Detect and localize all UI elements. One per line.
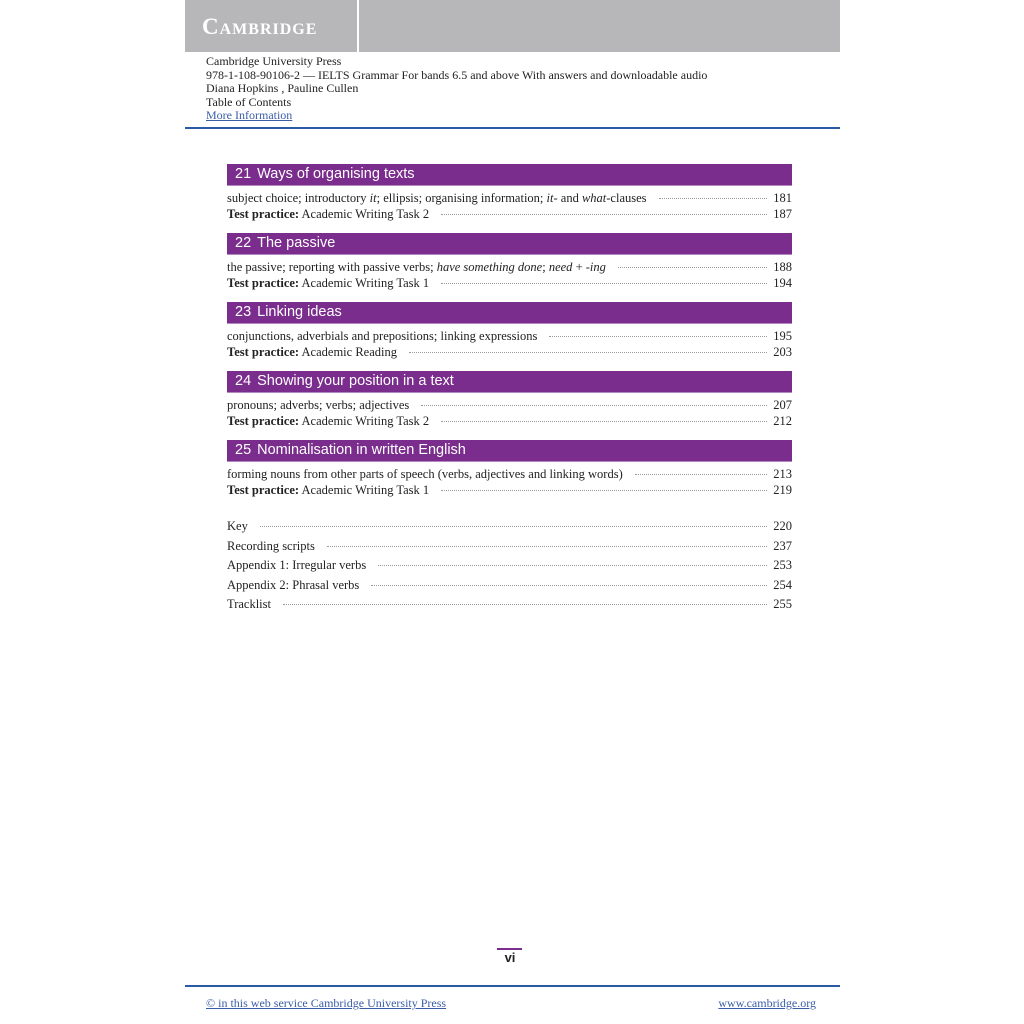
dot-leader: [441, 490, 767, 491]
entry-page-number: 219: [773, 483, 792, 497]
entry-page-number: 207: [773, 398, 792, 412]
test-practice-name: Academic Writing Task 2: [301, 414, 430, 428]
chapter-heading: [227, 302, 792, 324]
header-banner: [185, 0, 840, 52]
document-page: [185, 0, 840, 1024]
back-matter-page: 254: [773, 577, 792, 592]
entry-practice-text: [227, 345, 397, 360]
back-matter-entry[interactable]: [227, 539, 792, 559]
dot-leader: [409, 352, 767, 353]
back-matter-label: Appendix 2: Phrasal verbs: [227, 577, 360, 592]
back-matter-entry[interactable]: [227, 519, 792, 539]
dot-leader: [659, 198, 768, 199]
chapter-heading: [227, 233, 792, 255]
back-matter-page: 237: [773, 538, 792, 553]
chapter-entries: [227, 255, 792, 302]
chapter-24: [227, 371, 792, 440]
chapter-number: 22: [235, 235, 252, 251]
chapter-title: Showing your position in a text: [257, 373, 454, 389]
back-matter-list: [227, 519, 792, 617]
dot-leader: [618, 267, 767, 268]
toc-entry-test-practice[interactable]: [227, 207, 792, 223]
toc-entry-test-practice[interactable]: [227, 276, 792, 292]
chapter-entries: [227, 462, 792, 509]
dot-leader: [549, 336, 767, 337]
dot-leader: [441, 421, 767, 422]
test-practice-label: Test practice:: [227, 483, 300, 497]
test-practice-name: Academic Writing Task 2: [301, 207, 430, 221]
chapter-title: The passive: [257, 235, 336, 251]
chapter-heading: [227, 164, 792, 186]
dot-leader: [283, 604, 767, 605]
chapter-title: Linking ideas: [257, 304, 342, 320]
dot-leader: [260, 526, 767, 527]
back-matter-entry[interactable]: [227, 597, 792, 617]
dot-leader: [378, 565, 767, 566]
toc-entry-topics[interactable]: [227, 329, 792, 345]
dot-leader: [327, 546, 767, 547]
entry-topics-text: forming nouns from other parts of speech (verbs, adjectives and linking words): [227, 467, 623, 481]
chapter-number: 24: [235, 373, 252, 389]
entry-page-number: 188: [773, 260, 792, 274]
back-matter-page: 253: [773, 558, 792, 572]
chapter-entries: [227, 186, 792, 233]
entry-practice-text: [227, 483, 429, 498]
chapter-list: [227, 164, 792, 509]
back-matter-entry[interactable]: [227, 558, 792, 578]
toc-entry-test-practice[interactable]: [227, 345, 792, 361]
book-metadata: [206, 55, 707, 123]
entry-topics-text: conjunctions, adverbials and prepositions; linking expressions: [227, 329, 538, 343]
test-practice-name: Academic Reading: [301, 345, 397, 359]
publisher: Cambridge University Press: [206, 54, 342, 68]
toc-entry-topics[interactable]: [227, 398, 792, 414]
entry-page-number: 195: [773, 329, 792, 343]
chapter-title: Nominalisation in written English: [257, 442, 466, 458]
dot-leader: [371, 585, 767, 586]
chapter-heading: [227, 440, 792, 462]
dot-leader: [441, 214, 767, 215]
entry-page-number: 194: [773, 276, 792, 290]
test-practice-label: Test practice:: [227, 276, 300, 290]
entry-practice-text: [227, 414, 429, 429]
toc-entry-test-practice[interactable]: [227, 414, 792, 430]
test-practice-label: Test practice:: [227, 207, 300, 221]
authors: Diana Hopkins , Pauline Cullen: [206, 81, 359, 96]
chapter-entries: [227, 324, 792, 371]
entry-page-number: 203: [773, 345, 792, 359]
more-information-link[interactable]: More Information: [206, 108, 293, 123]
chapter-22: [227, 233, 792, 302]
website-link[interactable]: www.cambridge.org: [718, 996, 816, 1010]
entry-topics-text: the passive; reporting with passive verbs; have something done; need + -ing: [227, 260, 606, 274]
section-name: Table of Contents: [206, 94, 292, 109]
back-matter-page: 255: [773, 597, 792, 611]
entry-topics-text: pronouns; adverbs; verbs; adjectives: [227, 398, 410, 412]
chapter-number: 21: [235, 166, 252, 182]
back-matter-label: Tracklist: [227, 597, 271, 611]
back-matter-page: 220: [773, 519, 792, 533]
chapter-heading: [227, 371, 792, 393]
back-matter-label: Key: [227, 519, 248, 533]
back-matter-label: Recording scripts: [227, 538, 315, 553]
entry-topics-text: subject choice; introductory it; ellipsis; organising information; it- and what-clauses: [227, 191, 647, 205]
dot-leader: [635, 474, 768, 475]
banner-divider: [357, 0, 359, 52]
chapter-title: Ways of organising texts: [257, 166, 415, 182]
header-rule: [185, 127, 840, 129]
chapter-number: 25: [235, 442, 252, 458]
chapter-23: [227, 302, 792, 371]
entry-page-number: 187: [773, 207, 792, 221]
dot-leader: [441, 283, 767, 284]
toc-entry-test-practice[interactable]: [227, 483, 792, 499]
test-practice-label: Test practice:: [227, 414, 300, 428]
entry-practice-text: [227, 207, 429, 222]
toc-entry-topics[interactable]: [227, 260, 792, 276]
chapter-21: [227, 164, 792, 233]
cambridge-logo: Cambridge: [202, 14, 318, 39]
test-practice-label: Test practice:: [227, 345, 300, 359]
back-matter-label: Appendix 1: Irregular verbs: [227, 558, 367, 572]
entry-practice-text: [227, 276, 429, 291]
copyright-link[interactable]: © in this web service Cambridge University Press: [206, 996, 447, 1010]
back-matter-entry[interactable]: [227, 578, 792, 598]
entry-page-number: 212: [773, 414, 792, 428]
page-number: vi: [504, 950, 516, 965]
chapter-25: [227, 440, 792, 509]
footer-rule: [185, 985, 840, 987]
table-of-contents: [227, 164, 792, 617]
entry-page-number: 181: [773, 191, 792, 205]
isbn-title: 978-1-108-90106-2 — IELTS Grammar For bands 6.5 and above With answers and downloadable audio: [206, 67, 708, 82]
chapter-entries: [227, 393, 792, 440]
test-practice-name: Academic Writing Task 1: [301, 276, 430, 290]
toc-entry-topics[interactable]: [227, 467, 792, 483]
test-practice-name: Academic Writing Task 1: [301, 483, 430, 497]
entry-page-number: 213: [773, 467, 792, 481]
toc-entry-topics[interactable]: [227, 191, 792, 207]
chapter-number: 23: [235, 304, 252, 320]
dot-leader: [421, 405, 767, 406]
